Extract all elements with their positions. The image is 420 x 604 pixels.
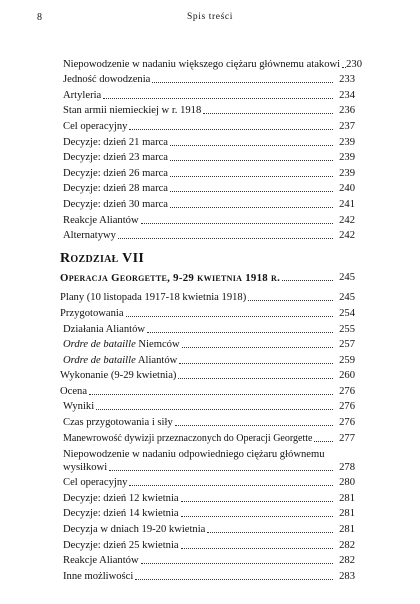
toc-entry[interactable] (60, 180, 355, 196)
running-head: Spis treści (187, 12, 233, 22)
leader-dots (179, 363, 333, 364)
toc-entry-text: Decyzje: dzień 30 marca (63, 198, 168, 210)
toc-entry[interactable] (60, 413, 355, 429)
toc-entry-text-line1: Niepowodzenie w nadaniu odpowiedniego ciężaru głównemu (63, 448, 325, 460)
toc-entry-text: Decyzje: dzień 12 kwietnia (63, 492, 179, 504)
toc-entry-text: Ocena (60, 385, 88, 397)
toc-entry-text: Cel operacyjny (63, 477, 128, 489)
toc-page: 240 (339, 183, 355, 195)
toc-page: 230 (346, 58, 362, 70)
toc-entry-text: Działania Aliantów (63, 323, 146, 335)
toc-entry-text: Cel operacyjny (63, 120, 128, 132)
toc-entry[interactable] (60, 211, 355, 227)
toc-entry-text (63, 355, 179, 367)
toc-page: 260 (339, 370, 355, 382)
toc-entry[interactable] (60, 382, 355, 398)
chapter-title: Rozdział VII (60, 251, 145, 267)
leader-dots (181, 501, 333, 502)
toc-entry[interactable] (60, 55, 362, 71)
leader-dots (96, 409, 333, 410)
leader-dots (175, 425, 333, 426)
toc-entry-text: Plany (10 listopada 1917-18 kwietnia 1918) (60, 292, 247, 304)
leader-dots (126, 316, 333, 317)
toc-page: 276 (339, 385, 355, 397)
leader-dots (152, 82, 333, 83)
toc-entry-text: Reakcje Aliantów (63, 214, 139, 226)
toc-entry-text (63, 339, 182, 351)
toc-entry[interactable] (60, 398, 355, 414)
leader-dots (248, 300, 333, 301)
chapter-subtitle-entry[interactable] (60, 268, 355, 284)
toc-entry[interactable] (60, 133, 355, 149)
toc-page: 254 (339, 307, 355, 319)
toc-entry[interactable] (60, 164, 355, 180)
toc-page: 281 (339, 508, 355, 520)
toc-page: 277 (339, 432, 355, 444)
toc-entry-text: Decyzje: dzień 25 kwietnia (63, 539, 179, 551)
leader-dots (129, 485, 333, 486)
toc-page: 282 (339, 555, 355, 567)
toc-page: 237 (339, 120, 355, 132)
toc-page: 245 (339, 271, 355, 283)
toc-entry-text: Inne możliwości (63, 570, 134, 582)
toc-entry-text: Czas przygotowania i siły (63, 417, 173, 429)
toc-entry-text: Manewrowość dywizji przeznaczonych do Operacji Georgette (63, 432, 313, 444)
toc-entry-text-line2: wysiłkowi (63, 461, 108, 473)
toc-entry[interactable] (60, 567, 355, 583)
table-of-contents (60, 55, 362, 583)
toc-entry[interactable] (60, 336, 355, 352)
toc-entry-text: Reakcje Aliantów (63, 555, 139, 567)
leader-dots (170, 145, 333, 146)
leader-dots (182, 347, 333, 348)
leader-dots (103, 98, 333, 99)
toc-entry[interactable] (60, 86, 355, 102)
toc-page: 236 (339, 105, 355, 117)
leader-dots (118, 238, 333, 239)
toc-entry[interactable] (60, 195, 355, 211)
toc-entry-text: Decyzja w dniach 19-20 kwietnia (63, 524, 206, 536)
toc-entry[interactable] (60, 149, 355, 165)
toc-entry[interactable] (60, 102, 355, 118)
toc-page: 245 (339, 292, 355, 304)
toc-entry[interactable] (60, 489, 355, 505)
leader-dots (207, 532, 333, 533)
toc-entry[interactable] (60, 552, 355, 568)
toc-entry[interactable] (60, 367, 355, 383)
toc-entry-text: Jedność dowodzenia (63, 74, 151, 86)
toc-entry-text: Wykonanie (9-29 kwietnia) (60, 370, 177, 382)
leader-dots (170, 176, 333, 177)
toc-entry[interactable] (60, 351, 355, 367)
toc-entry-text: Niepowodzenie w nadaniu większego ciężaru głównemu atakowi (63, 58, 341, 70)
toc-entry[interactable] (60, 117, 355, 133)
term-rest: Niemców (135, 339, 180, 351)
toc-page: 242 (339, 230, 355, 242)
leader-dots (89, 394, 333, 395)
toc-page: 239 (339, 152, 355, 164)
toc-page: 276 (339, 401, 355, 413)
leader-dots (178, 378, 333, 379)
toc-page: 281 (339, 524, 355, 536)
toc-entry-text: Przygotowania (60, 307, 124, 319)
toc-entry[interactable] (60, 227, 355, 243)
toc-page: 242 (339, 214, 355, 226)
toc-page: 282 (339, 539, 355, 551)
leader-dots (170, 160, 333, 161)
italic-term: Ordre de bataille (63, 339, 136, 351)
toc-page: 239 (339, 136, 355, 148)
toc-entry[interactable] (60, 320, 355, 336)
toc-page: 259 (339, 354, 355, 366)
toc-entry[interactable] (60, 71, 355, 87)
page-number: 8 (37, 12, 42, 23)
toc-entry[interactable] (60, 474, 355, 490)
toc-page: 276 (339, 417, 355, 429)
leader-dots (181, 516, 333, 517)
leader-dots (170, 191, 333, 192)
toc-entry-text: Decyzje: dzień 21 marca (63, 136, 168, 148)
toc-page: 280 (339, 477, 355, 489)
toc-entry-text: Artyleria (63, 89, 102, 101)
toc-entry[interactable] (60, 289, 355, 305)
toc-entry-text: Wyniki (63, 401, 95, 413)
toc-entry[interactable] (60, 520, 355, 536)
leader-dots (141, 563, 333, 564)
toc-entry-text: Stan armii niemieckiej w r. 1918 (63, 105, 202, 117)
toc-page: 255 (339, 323, 355, 335)
leader-dots (203, 113, 333, 114)
toc-entry-text: Alternatywy (63, 230, 116, 242)
toc-entry-text: Decyzje: dzień 26 marca (63, 167, 168, 179)
leader-dots (170, 207, 333, 208)
leader-dots (147, 332, 333, 333)
toc-entry[interactable] (60, 429, 355, 445)
toc-entry-text: Decyzje: dzień 14 kwietnia (63, 508, 179, 520)
toc-page: 234 (339, 89, 355, 101)
toc-entry-text: Decyzje: dzień 28 marca (63, 183, 168, 195)
toc-page: 239 (339, 167, 355, 179)
toc-entry[interactable] (60, 536, 355, 552)
toc-page: 281 (339, 492, 355, 504)
toc-entry-text: Decyzje: dzień 23 marca (63, 152, 168, 164)
toc-entry[interactable] (60, 304, 355, 320)
leader-dots (282, 280, 333, 281)
toc-page: 278 (339, 461, 355, 473)
chapter-subtitle: Operacja Georgette, 9-29 kwietnia 1918 r. (60, 271, 281, 284)
term-rest: Aliantów (135, 354, 178, 366)
leader-dots (181, 548, 333, 549)
toc-page: 241 (339, 198, 355, 210)
leader-dots (135, 579, 333, 580)
leader-dots (314, 441, 333, 442)
toc-page: 283 (339, 570, 355, 582)
leader-dots (109, 470, 333, 471)
leader-dots (129, 129, 333, 130)
toc-entry[interactable] (60, 505, 355, 521)
italic-term: Ordre de bataille (63, 354, 136, 366)
toc-entry-multiline[interactable] (60, 445, 355, 474)
leader-dots (141, 223, 333, 224)
toc-page: 233 (339, 74, 355, 86)
toc-page: 257 (339, 339, 355, 351)
